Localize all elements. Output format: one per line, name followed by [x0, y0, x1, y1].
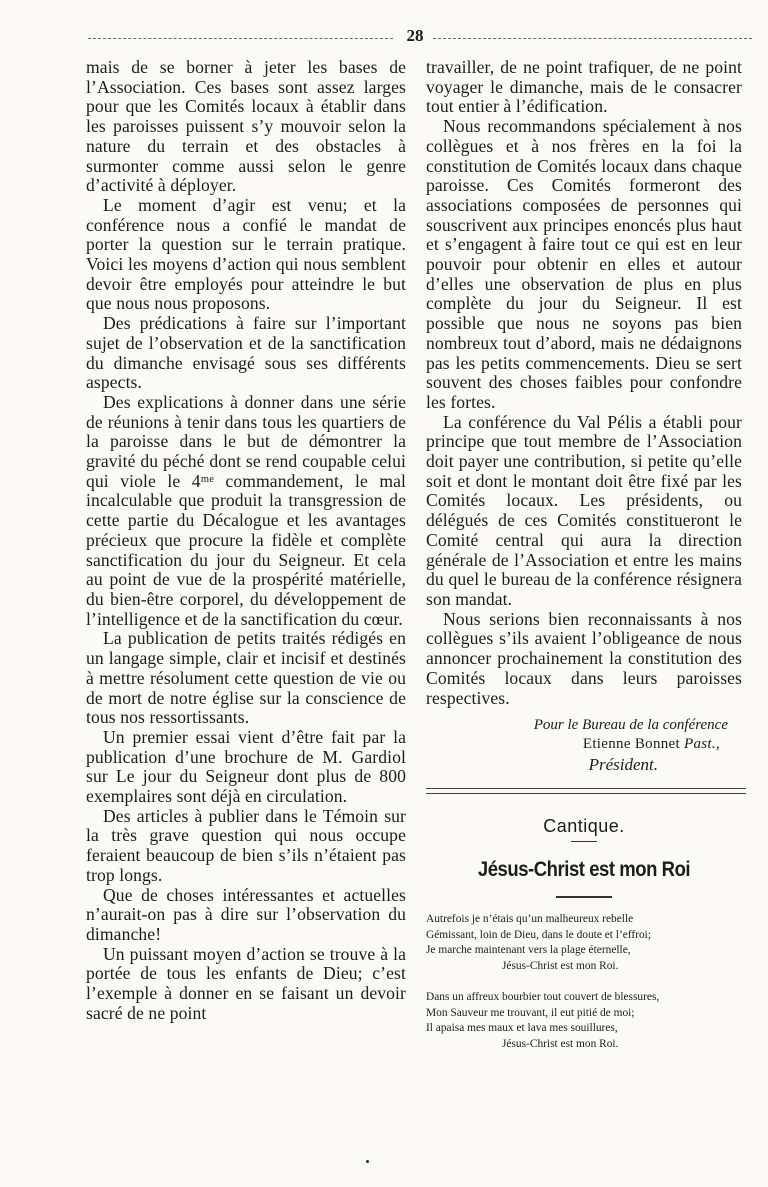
- hymn-refrain: Jésus-Christ est mon Roi.: [502, 1037, 619, 1050]
- paragraph: Des prédications à faire sur l’important sujet de l’observation et de la sanctification du dimanche envisagé sous ses différents aspects.: [86, 313, 406, 393]
- paragraph: travailler, de ne point trafiquer, de ne point voyager le dimanche, mais de le consacrer tout entier à l’édification.: [426, 57, 742, 117]
- signature-name: [426, 734, 742, 754]
- hymn-stanza: [426, 912, 742, 974]
- header-rule-left: [88, 38, 393, 39]
- signature-title: Président.: [588, 755, 658, 775]
- left-column: [86, 58, 406, 1023]
- hymn-line: Gémissant, loin de Dieu, dans le doute et l’effroi;: [426, 928, 652, 941]
- right-column: [426, 58, 742, 1052]
- hymn-line: Dans un affreux bourbier tout couvert de blessures,: [426, 991, 660, 1004]
- title-rule: [556, 896, 612, 898]
- page-header: [88, 28, 752, 48]
- paragraph: Le moment d’agir est venu; et la conférence nous a confié le mandat de porter la question sur le terrain pratique. Voici les moyens d’action qui nous semblent devoir être employés pour atteindre le but que nous nous proposons.: [86, 194, 406, 314]
- hymn-line: Je marche maintenant vers la plage éternelle,: [426, 944, 631, 957]
- hymn-line: Mon Sauveur me trouvant, il eut pitié de moi;: [426, 1006, 635, 1019]
- print-speck: [366, 1160, 369, 1163]
- paragraph: La conférence du Val Pélis a établi pour principe que tout membre de l’Association doit payer une contribution, si petite qu’elle soit et dont le montant doit être fixé par les Comités locaux. Les présidents, ou délégués de ces Comités constitueront le Comité central qui aura la direction générale de l’Association et entre les mains du quel le bureau de la conférence résignera son mandat.: [426, 411, 742, 609]
- page-number: 28: [406, 26, 424, 45]
- cantique-heading: Cantique.: [543, 816, 625, 837]
- paragraph: Nous serions bien reconnaissants à nos collègues s’ils avaient l’obligeance de nous annoncer prochainement la constitution des Comités locaux dans leurs paroisses respectives.: [426, 608, 742, 708]
- signature-line: Pour le Bureau de la conférence: [533, 717, 728, 734]
- paragraph: Des articles à publier dans le Témoin sur la très grave question qui nous occupe feraient beaucoup de bien s’ils n’étaient pas trop longs.: [86, 805, 406, 885]
- paragraph: La publication de petits traités rédigés en un langage simple, clair et incisif et destinés à mettre résolument cette question de vie ou de mort de notre église sur la conscience de tous nos ressortissants.: [86, 628, 406, 728]
- heading-rule: [571, 841, 597, 842]
- paragraph: Un premier essai vient d’être fait par la publication d’une brochure de M. Gardiol sur Le jour du Seigneur dont plus de 800 exemplaires sont déjà en circulation.: [86, 726, 406, 807]
- signature-author: Etienne Bonnet: [582, 736, 680, 753]
- hymn-stanza: [426, 990, 742, 1052]
- hymn-refrain: Jésus-Christ est mon Roi.: [502, 959, 619, 972]
- hymn-title: Jésus-Christ est mon Roi: [477, 858, 691, 882]
- hymn-line: Autrefois je n’étais qu’un malheureux rebelle: [426, 913, 634, 926]
- paragraph: Nous recommandons spécialement à nos collègues et à nos frères en la foi la constitution de Comités locaux dans chaque paroisse. Ces Comités formeront des associations composées de personnes qui souscrivent aux principes enoncés plus haut et s’engagent à faire tout ce qui est en leur pouvoir pour obtenir en elles et autour d’elles une observation de plus en plus complète du jour du Seigneur. Il est possible que nous ne soyons pas bien nombreux tout d’abord, mais ne dédaignons pas les petits commencements. Dieu se sert souvent des choses faibles pour confondre les fortes.: [426, 116, 742, 412]
- paragraph: Un puissant moyen d’action se trouve à la portée de tous les enfants de Dieu; c’est l’exemple à donner en se faisant un devoir sacré de ne point: [86, 943, 406, 1023]
- hymn-line: Il apaisa mes maux et lava mes souillures,: [426, 1022, 618, 1035]
- paragraph: Que de choses intéressantes et actuelles n’aurait-on pas à dire sur l’observation du dimanche!: [86, 884, 406, 944]
- paragraph: mais de se borner à jeter les bases de l’Association. Ces bases sont assez larges pour que les Comités locaux à établir dans les paroisses puissent s’y mouvoir selon la nature du terrain et des obstacles à surmonter comme aussi selon le genre d’activité à déployer.: [86, 57, 406, 196]
- paragraph: Des explications à donner dans une série de réunions à tenir dans tous les quartiers de la paroisse dans le but de démontrer la gravité du péché dont se rend coupable celui qui viole le 4ᵐᵉ commandement, le mal incalculable que produit la transgression de cette partie du Décalogue et les avantages précieux que procure la fidèle et complète sanctification du jour du Seigneur. Et cela au point de vue de la prospérité matérielle, du bien-être corporel, du développement de l’intelligence et de la sanctification du cœur.: [86, 391, 406, 629]
- section-divider: [426, 788, 746, 794]
- header-rule-right: [433, 38, 752, 39]
- signature-abbrev: Past.,: [684, 736, 720, 753]
